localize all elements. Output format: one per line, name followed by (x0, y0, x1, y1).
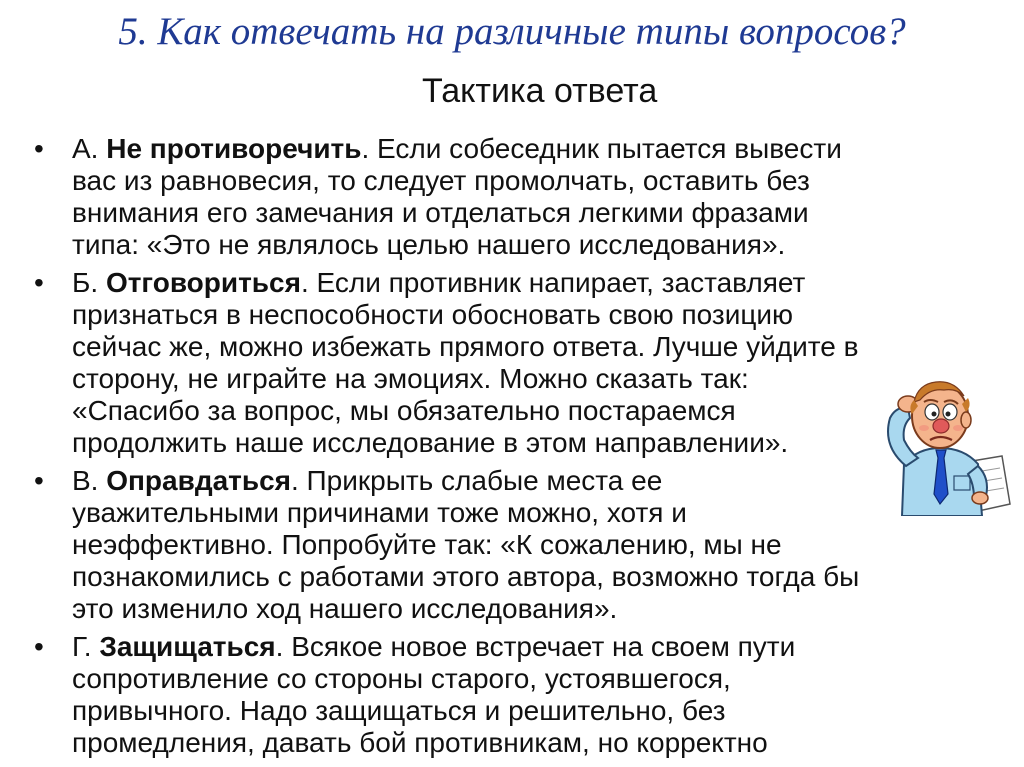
item-keyword: Отговориться (105, 267, 301, 298)
bullet-icon: • (34, 631, 44, 662)
item-line: вас из равновесия, то следует промолчать, оставить без (72, 165, 810, 196)
item-line: сейчас же, можно избежать прямого ответа. Лучше уйдите в (72, 331, 859, 362)
item-line: привычного. Надо защищаться и решительно, без (72, 695, 726, 726)
bullet-icon: • (34, 465, 44, 496)
slide-title: 5. Как отвечать на различные типы вопросов? (118, 10, 906, 53)
item-line: продолжить наше исследование в этом направлении». (72, 427, 789, 458)
item-line: неэффективно. Попробуйте так: «К сожалению, мы не (72, 529, 782, 560)
item-line: уважительными причинами тоже можно, хотя и (72, 497, 687, 528)
item-line: типа: «Это не являлось целью нашего исследования». (72, 229, 786, 260)
item-keyword: Не противоречить (106, 133, 362, 164)
item-first-text: . Всякое новое встречает на своем пути (275, 631, 796, 662)
item-first-text: . Прикрыть слабые места ее (291, 465, 663, 496)
list-item (34, 267, 984, 459)
item-prefix: В. (72, 465, 107, 496)
item-prefix: Г. (72, 631, 100, 662)
item-line: промедления, давать бой противникам, но корректно (72, 727, 768, 758)
item-first-line (72, 267, 984, 299)
item-prefix: А. (72, 133, 107, 164)
item-line: сторону, не играйте на эмоциях. Можно сказать так: (72, 363, 749, 394)
item-line: это изменило ход нашего исследования». (72, 593, 618, 624)
confused-man-clipart-icon (874, 366, 1014, 516)
slide-subtitle: Тактика ответа (422, 72, 658, 110)
item-first-line (72, 133, 984, 165)
item-line: признаться в неспособности обосновать свою позицию (72, 299, 794, 330)
item-first-text: . Если собеседник пытается вывести (361, 133, 842, 164)
item-first-line (72, 631, 984, 663)
item-line: познакомились с работами этого автора, возможно тогда бы (72, 561, 860, 592)
item-prefix: Б. (72, 267, 106, 298)
item-first-line (72, 465, 984, 497)
item-line: «Спасибо за вопрос, мы обязательно постараемся (72, 395, 736, 426)
list-item (34, 133, 984, 261)
list-item (34, 631, 984, 759)
item-line: внимания его замечания и отделаться легкими фразами (72, 197, 809, 228)
bullet-list (34, 133, 984, 765)
item-line: сопротивление со стороны старого, устоявшегося, (72, 663, 731, 694)
item-keyword: Защищаться (99, 631, 276, 662)
item-keyword: Оправдаться (106, 465, 291, 496)
bullet-icon: • (34, 267, 44, 298)
item-first-text: . Если противник напирает, заставляет (300, 267, 806, 298)
list-item (34, 465, 984, 625)
bullet-icon: • (34, 133, 44, 164)
